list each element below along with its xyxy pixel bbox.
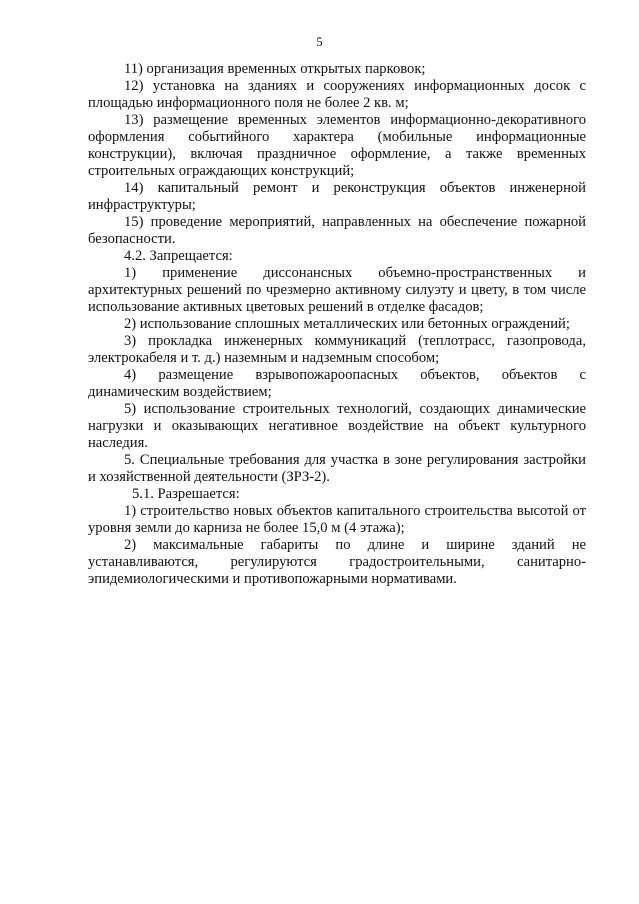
section-heading-4-2: 4.2. Запрещается:	[124, 248, 233, 264]
prohibited-item-2: 2) использование сплошных металлических или бетонных ограждений;	[124, 316, 570, 332]
section-heading-5: 5. Специальные требования для участка в зоне регулирования застройки и хозяйственной деятельности (ЗРЗ-2).	[88, 452, 586, 485]
allowed-item-2: 2) максимальные габариты по длине и ширине зданий не устанавливаются, регулируются градостроительными, санитарно-эпидемиологическими и противопожарными нормативами.	[88, 537, 586, 587]
prohibited-item-1: 1) применение диссонансных объемно-пространственных и архитектурных решений по чрезмерно активному силуэту и цвету, в том числе использование активных цветовых решений в отделке фасадов;	[88, 265, 586, 315]
prohibited-item-3: 3) прокладка инженерных коммуникаций (теплотрасс, газопровода, электрокабеля и т. д.) наземным и надземным способом;	[88, 333, 586, 366]
paragraph-item-13: 13) размещение временных элементов информационно-декоративного оформления событийного характера (мобильные информационные конструкции), включая праздничное оформление, а также временных строительных ограждающих конструкций;	[88, 112, 586, 179]
page-number: 5	[316, 35, 323, 49]
paragraph-item-11: 11) организация временных открытых парковок;	[124, 61, 426, 77]
paragraph-item-14: 14) капитальный ремонт и реконструкция объектов инженерной инфраструктуры;	[88, 180, 586, 213]
paragraph-item-12: 12) установка на зданиях и сооружениях информационных досок с площадью информационного поля не более 2 кв. м;	[88, 78, 586, 111]
document-body	[88, 61, 586, 588]
prohibited-item-4: 4) размещение взрывопожароопасных объектов, объектов с динамическим воздействием;	[88, 367, 586, 400]
allowed-item-1: 1) строительство новых объектов капитального строительства высотой от уровня земли до карниза не более 15,0 м (4 этажа);	[88, 503, 586, 536]
paragraph-item-15: 15) проведение мероприятий, направленных на обеспечение пожарной безопасности.	[88, 214, 586, 247]
prohibited-item-5: 5) использование строительных технологий, создающих динамические нагрузки и оказывающих негативное воздействие на объект культурного наследия.	[88, 401, 586, 451]
section-heading-5-1: 5.1. Разрешается:	[132, 486, 240, 502]
